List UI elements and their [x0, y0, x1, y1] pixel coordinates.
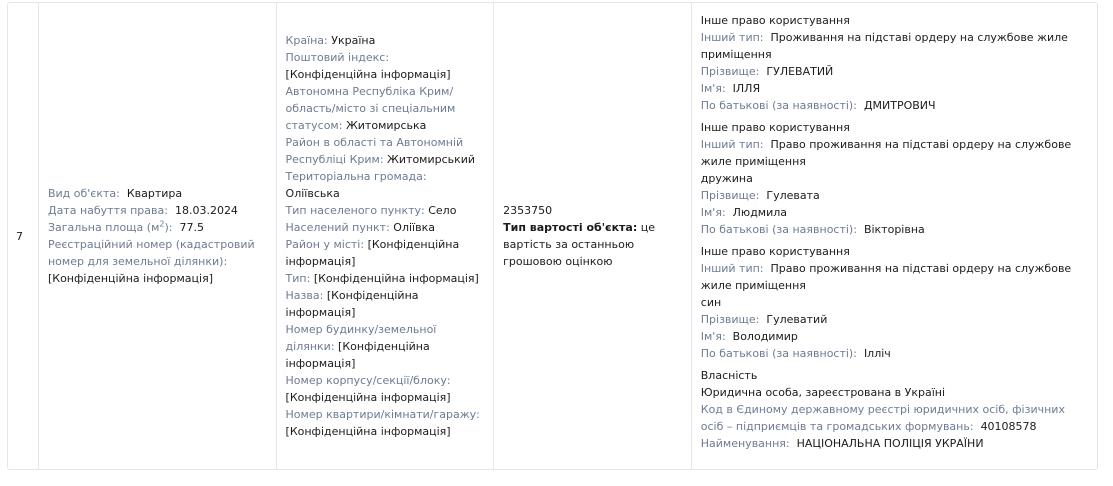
object-type: Вид об'єкта: Квартира — [47, 187, 183, 200]
registration-number-value: [Конфіденційна інформація] — [47, 272, 213, 285]
right-block-4: Власність Юридична особа, зареєстрована в Україні Код в Єдиному державному реєстрі юридичних осіб, фізичних осіб – підприємців та громадських формувань: 40108578 Найменування: НАЦІОНАЛЬНА ПОЛІЦІЯ УКРАЇНИ — [700, 369, 1065, 450]
address-region: Автономна Республіка Крим/область/місто зі спеціальним статусом: Житомирська — [285, 85, 456, 132]
address-postal-code: Поштовий індекс: [Конфіденційна інформація] — [285, 51, 451, 81]
address-building-number: Номер корпусу/секції/блоку: [Конфіденційна інформація] — [285, 374, 451, 404]
row-number-cell — [8, 3, 39, 469]
address-street-type: Тип: [Конфіденційна інформація] — [285, 272, 479, 285]
address-community: Територіальна громада: Оліївська — [285, 170, 427, 200]
right-block-2: Інше право користування Інший тип: Право проживання на підставі ордеру на службове жиле приміщення дружина Прізвище: Гулевата Ім'я: Людмила По батькові (за наявності): Вікторівна — [700, 121, 1072, 236]
right-block-3: Інше право користування Інший тип: Право проживання на підставі ордеру на службове жиле приміщення син Прізвище: Гулеватий Ім'я: Володимир По батькові (за наявності): Ілліч — [700, 245, 1072, 360]
valuation-amount: 2353750 — [503, 204, 553, 217]
address-cell — [277, 3, 495, 469]
address-country: Країна: Україна — [285, 34, 376, 47]
table-row — [8, 3, 1097, 469]
registration-number-label: Реєстраційний номер (кадастровий номер для земельної ділянки): — [47, 238, 255, 268]
object-cell — [39, 3, 277, 469]
property-table — [7, 2, 1098, 470]
row-number: 7 — [16, 229, 23, 243]
valuation-cell — [494, 3, 692, 469]
acquisition-date: Дата набуття права: 18.03.2024 — [47, 204, 238, 217]
address-city-district: Район у місті: [Конфіденційна інформація] — [285, 238, 460, 268]
total-area: Загальна площа $(м^2)$: 77.5 — [47, 219, 204, 234]
address-street-name: Назва: [Конфіденційна інформація] — [285, 289, 419, 319]
address-settlement: Населений пункт: Оліївка — [285, 221, 435, 234]
valuation-type: Тип вартості об'єкта: це вартість за останньою грошовою оцінкою — [503, 221, 656, 268]
right-block-1: Інше право користування Інший тип: Проживання на підставі ордеру на службове жиле приміщення Прізвище: ГУЛЕВАТИЙ Ім'я: ІЛЛЯ По батькові (за наявності): ДМИТРОВИЧ — [700, 14, 1068, 112]
address-apartment-number: Номер квартири/кімнати/гаражу: [Конфіденційна інформація] — [285, 408, 480, 438]
rights-cell — [692, 3, 1097, 469]
address-house-number: Номер будинку/земельної ділянки: [Конфіденційна інформація] — [285, 323, 437, 370]
address-settlement-type: Тип населеного пункту: Село — [285, 204, 457, 217]
address-district: Район в області та Автономній Республіці Крим: Житомирський — [285, 136, 476, 166]
